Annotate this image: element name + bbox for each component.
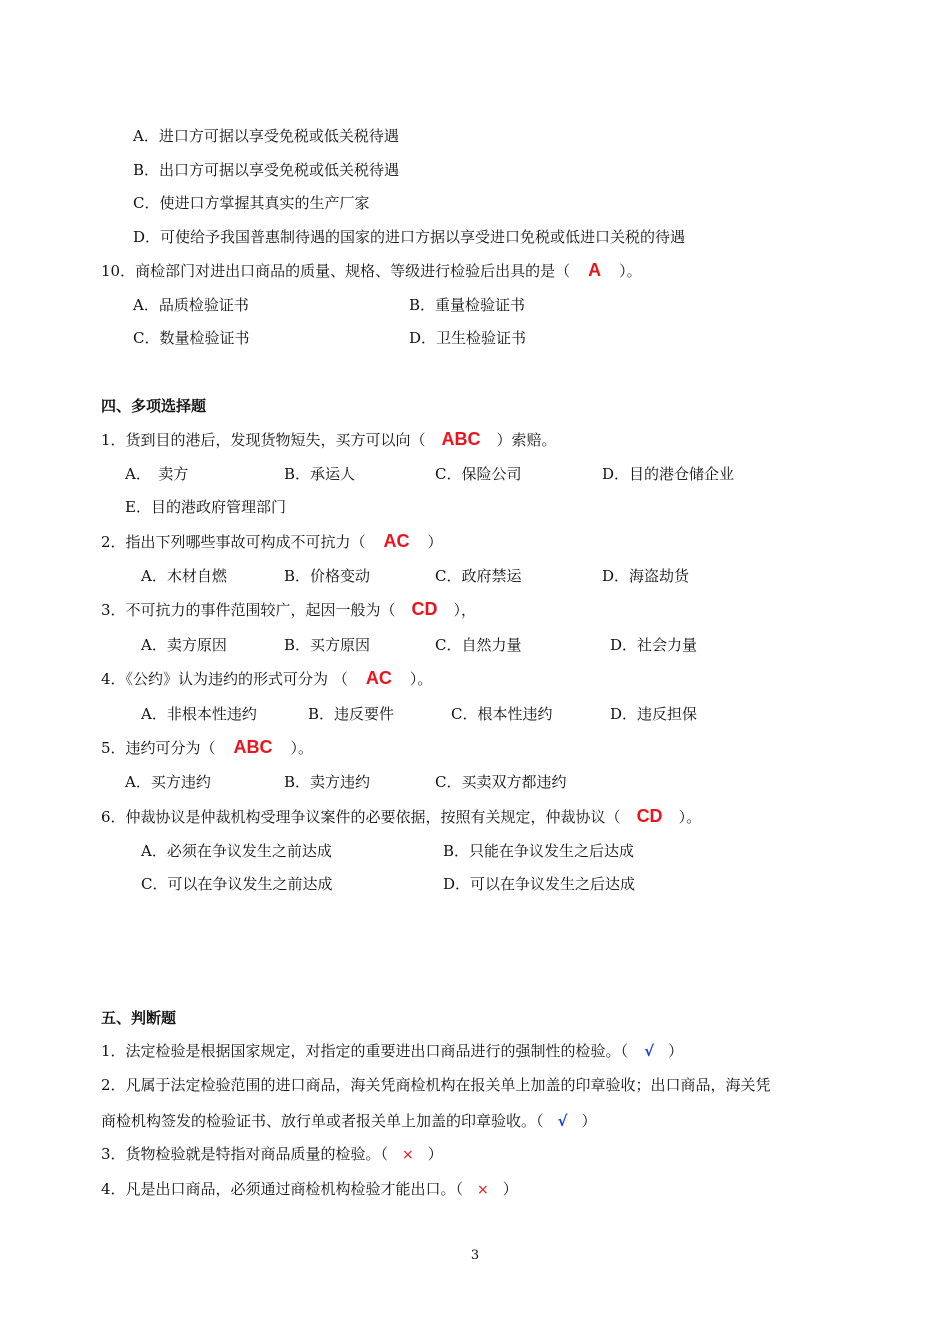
- option-text: D．违反担保: [610, 705, 698, 723]
- question-stem: 1．法定检验是根据国家规定，对指定的重要进出口商品进行的强制性的检验。（: [101, 1042, 629, 1060]
- question-stem: 3．货物检验就是特指对商品质量的检验。（: [101, 1145, 389, 1163]
- option-text: A．品质检验证书: [133, 296, 249, 314]
- option-text: D．目的港仓储企业: [602, 465, 735, 483]
- option-text: A． 卖方: [125, 465, 189, 483]
- question-5: [101, 737, 313, 757]
- option-text: A．必须在争议发生之前达成: [141, 842, 332, 860]
- cross-mark: ×: [477, 1182, 489, 1198]
- option-text: B．出口方可据以享受免税或低关税待遇: [133, 161, 400, 179]
- judgement-2-line1: 2．凡属于法定检验范围的进口商品，海关凭商检机构在报关单上加盖的印章验收；出口商品，海关凭: [101, 1076, 771, 1094]
- option-text: B．价格变动: [284, 567, 371, 585]
- option-text: C．自然力量: [435, 636, 522, 654]
- option-text: E．目的港政府管理部门: [125, 498, 286, 516]
- option-text: C．买卖双方都违约: [435, 773, 567, 791]
- question-2: [101, 531, 443, 551]
- answer: CD: [411, 599, 438, 619]
- judgement-3: [101, 1144, 443, 1164]
- cross-mark: ×: [402, 1147, 414, 1163]
- option-text: A．卖方原因: [141, 636, 227, 654]
- option-text: C．可以在争议发生之前达成: [141, 875, 333, 893]
- option-text: D．卫生检验证书: [409, 329, 527, 347]
- question-stem: 4．《公约》认为违约的形式可分为 （: [101, 670, 348, 688]
- check-mark: √: [557, 1112, 568, 1130]
- option-text: B．重量检验证书: [409, 296, 526, 314]
- option-text: C．保险公司: [435, 465, 522, 483]
- question-stem: 6．仲裁协议是仲裁机构受理争议案件的必要依据，按照有关规定，仲裁协议（: [101, 808, 621, 826]
- question-stem: 2．指出下列哪些事故可构成不可抗力（: [101, 533, 366, 551]
- question-3: [101, 599, 476, 619]
- question-close: ）: [668, 1042, 684, 1060]
- option-text: D．海盗劫货: [602, 567, 690, 585]
- question-6: [101, 806, 701, 826]
- question-close: ）。: [678, 808, 702, 826]
- option-text: B．违反要件: [308, 705, 395, 723]
- question-stem: 1．货到目的港后，发现货物短失，买方可以向（: [101, 431, 426, 449]
- check-mark: √: [644, 1042, 655, 1060]
- answer: AC: [365, 668, 392, 688]
- question-close: ）索赔。: [496, 431, 557, 449]
- judgement-2-line2: [101, 1111, 597, 1131]
- option-text: C．使进口方掌握其真实的生产厂家: [133, 194, 370, 212]
- question-stem: 商检机构签发的检验证书、放行单或者报关单上加盖的印章验收。（: [101, 1112, 544, 1130]
- question-close: ）: [427, 533, 443, 551]
- option-text: A．木材自燃: [141, 567, 227, 585]
- question-1: [101, 429, 557, 449]
- answer: A: [588, 260, 602, 280]
- answer: ABC: [233, 737, 273, 757]
- option-text: D．可使给予我国普惠制待遇的国家的进口方据以享受进口免税或低进口关税的待遇: [133, 228, 686, 246]
- question-stem: 10．商检部门对进出口商品的质量、规格、等级进行检验后出具的是（: [101, 262, 571, 280]
- page-number: 3: [470, 1248, 480, 1263]
- option-text: A．进口方可据以享受免税或低关税待遇: [133, 127, 399, 145]
- question-close: ）: [427, 1145, 443, 1163]
- option-text: B．卖方违约: [284, 773, 371, 791]
- question-4: [101, 668, 432, 688]
- question-close: ）: [502, 1180, 518, 1198]
- answer: CD: [636, 806, 663, 826]
- option-text: D．可以在争议发生之后达成: [443, 875, 636, 893]
- question-stem: 3．不可抗力的事件范围较广，起因一般为（: [101, 601, 396, 619]
- answer: AC: [383, 531, 410, 551]
- option-text: B．只能在争议发生之后达成: [443, 842, 635, 860]
- option-text: C．根本性违约: [451, 705, 553, 723]
- question-10: [101, 260, 642, 280]
- option-text: A．买方违约: [125, 773, 211, 791]
- question-stem: 5．违约可分为（: [101, 739, 216, 757]
- judgement-4: [101, 1179, 518, 1199]
- question-close: ）。: [290, 739, 314, 757]
- option-text: C．数量检验证书: [133, 329, 250, 347]
- option-text: C．政府禁运: [435, 567, 522, 585]
- question-close: ）: [581, 1112, 597, 1130]
- option-text: B．买方原因: [284, 636, 371, 654]
- question-close: ），: [453, 601, 477, 619]
- judgement-1: [101, 1041, 683, 1061]
- option-text: D．社会力量: [610, 636, 698, 654]
- section-heading: 五、判断题: [101, 1009, 177, 1027]
- option-text: A．非根本性违约: [141, 705, 257, 723]
- option-text: B．承运人: [284, 465, 356, 483]
- question-close: ）。: [619, 262, 642, 280]
- section-heading: 四、多项选择题: [101, 397, 207, 415]
- question-stem: 4．凡是出口商品，必须通过商检机构检验才能出口。（: [101, 1180, 464, 1198]
- question-close: ）。: [409, 670, 433, 688]
- answer: ABC: [441, 429, 481, 449]
